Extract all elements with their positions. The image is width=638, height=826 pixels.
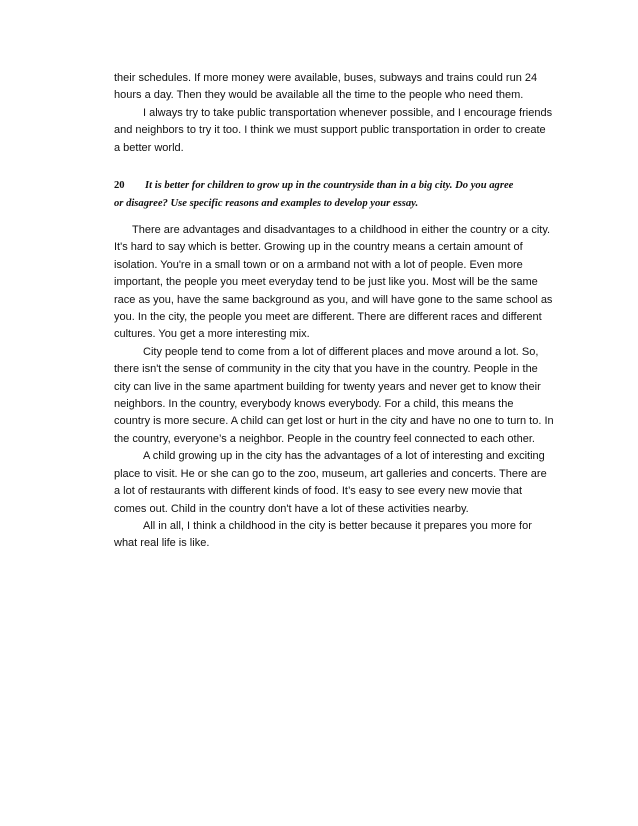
prompt-number: 20 xyxy=(114,180,125,191)
text-line: country is more secure. A child can get lost or hurt in the city and have no one to turn to. In xyxy=(114,415,554,428)
text-line: important, the people you meet everyday tend to be just like you. Most will be the same xyxy=(114,276,538,289)
previous-essay-ending xyxy=(114,70,553,157)
essay-prompt xyxy=(114,177,534,213)
text-line: comes out. Child in the country don't have a lot of these activities nearby. xyxy=(114,502,469,515)
text-line: the country, everyone’s a neighbor. People in the country feel connected to each other. xyxy=(114,432,535,445)
text-line: There are advantages and disadvantages to a childhood in either the country or a city. xyxy=(132,224,551,236)
prompt-line-2: or disagree? Use specific reasons and examples to develop your essay. xyxy=(114,198,419,209)
text-line: isolation. You're in a small town or on a armband not with a lot of people. Even more xyxy=(114,258,523,271)
text-line: a better world. xyxy=(114,141,184,154)
text-line: neighbors. In the country, everybody knows everybody. For a child, this means the xyxy=(114,398,514,411)
text-line: cultures. You get a more interesting mix. xyxy=(114,328,310,341)
text-line: what real life is like. xyxy=(114,537,210,550)
text-line: All in all, I think a childhood in the city is better because it prepares you more for xyxy=(143,519,532,532)
prompt-question-text: It is better for children to grow up in the countryside than in a big city. Do you agree xyxy=(145,180,514,191)
text-line: and neighbors to try it too. I think we must support public transportation in order to create xyxy=(114,124,546,137)
essay-body xyxy=(114,222,554,553)
text-line: you. In the city, the people you meet are different. There are different races and different xyxy=(114,311,542,324)
text-line: their schedules. If more money were available, buses, subways and trains could run 24 xyxy=(114,72,538,84)
text-line: there isn't the sense of community in the city that you have in the country. People in the xyxy=(114,363,538,376)
text-line: place to visit. He or she can go to the zoo, museum, art galleries and concerts. There are xyxy=(114,467,547,480)
text-line: hours a day. Then they would be available all the time to the people who need them. xyxy=(114,89,524,102)
text-line: a lot of restaurants with different kinds of food. It’s easy to see every new movie that xyxy=(114,485,523,498)
text-line: race as you, have the same background as you, and will have gone to the same school as xyxy=(114,293,553,306)
text-line: city can live in the same apartment building for twenty years and never get to know their xyxy=(114,380,541,393)
prompt-line-1 xyxy=(114,177,534,195)
text-line: I always try to take public transportation whenever possible, and I encourage friends xyxy=(143,106,553,119)
text-line: A child growing up in the city has the advantages of a lot of interesting and exciting xyxy=(143,450,545,463)
text-line: City people tend to come from a lot of different places and move around a lot. So, xyxy=(143,345,539,358)
text-line: It's hard to say which is better. Growing up in the country means a certain amount of xyxy=(114,241,523,254)
